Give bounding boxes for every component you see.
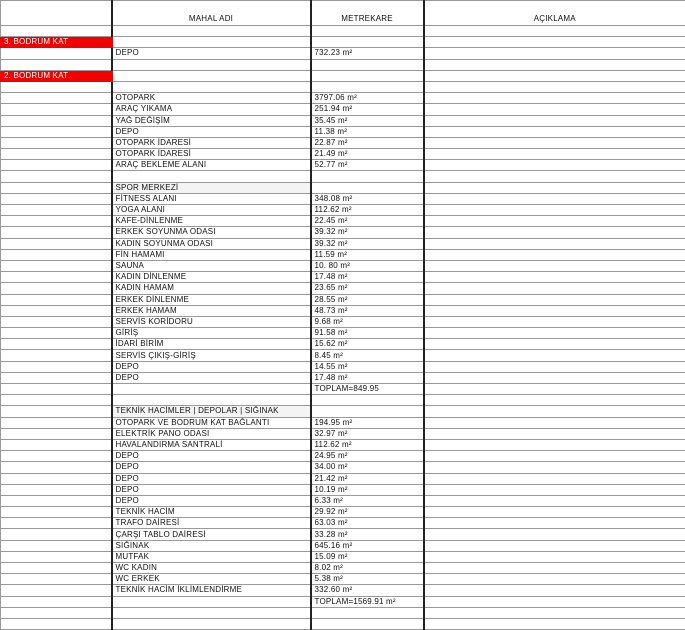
floor-cell (1, 249, 112, 260)
table-row (1, 607, 685, 618)
table-row (1, 227, 685, 238)
aciklama-cell (424, 249, 685, 260)
floor-cell (1, 540, 112, 551)
floor-cell (1, 428, 112, 439)
table-row (1, 585, 685, 596)
mahal-name: MUTFAK (112, 551, 311, 562)
mahal-name: SIĞINAK (112, 540, 311, 551)
mahal-name (112, 607, 311, 618)
mahal-name (112, 70, 311, 81)
area-value: 48.73 m² (311, 305, 424, 316)
floor-cell (1, 551, 112, 562)
table-row (1, 149, 685, 160)
table-row (1, 372, 685, 383)
mahal-name: OTOPARK (112, 93, 311, 104)
mahal-name: TRAFO DAİRESİ (112, 518, 311, 529)
aciklama-cell (424, 563, 685, 574)
aciklama-cell (424, 417, 685, 428)
mahal-name: DEPO (112, 495, 311, 506)
aciklama-cell (424, 540, 685, 551)
table-row (1, 137, 685, 148)
floor-cell (1, 171, 112, 182)
table-body (1, 26, 685, 630)
section-total: TOPLAM=849.95 (311, 384, 424, 395)
aciklama-cell (424, 37, 685, 48)
floor-cell (1, 260, 112, 271)
mahal-name: ELEKTRİK PANO ODASI (112, 428, 311, 439)
area-value: 22.87 m² (311, 137, 424, 148)
aciklama-cell (424, 585, 685, 596)
table-row (1, 115, 685, 126)
mahal-name: ÇARŞI TABLO DAİRESİ (112, 529, 311, 540)
floor-cell (1, 574, 112, 585)
floor-cell (1, 495, 112, 506)
floor-cell (1, 596, 112, 607)
floor-label: 3. BODRUM KAT (1, 37, 112, 48)
section-total: TOPLAM=1569.91 m² (311, 596, 424, 607)
area-value (311, 70, 424, 81)
floor-cell (1, 507, 112, 518)
aciklama-cell (424, 305, 685, 316)
aciklama-cell (424, 328, 685, 339)
table-row (1, 193, 685, 204)
floor-cell (1, 137, 112, 148)
mahal-name: YAĞ DEĞİŞİM (112, 115, 311, 126)
area-value: 11.59 m² (311, 249, 424, 260)
header-aciklama: AÇIKLAMA (424, 1, 685, 26)
area-value (311, 37, 424, 48)
floor-cell (1, 473, 112, 484)
header-floor-cell (1, 1, 112, 26)
area-value: 348.08 m² (311, 193, 424, 204)
area-value: 10. 80 m² (311, 260, 424, 271)
area-value (311, 607, 424, 618)
mahal-name: TEKNİK HACİM (112, 507, 311, 518)
area-value (311, 395, 424, 406)
mahal-name: KADIN HAMAM (112, 283, 311, 294)
floor-cell (1, 104, 112, 115)
aciklama-cell (424, 115, 685, 126)
aciklama-cell (424, 618, 685, 629)
floor-cell (1, 328, 112, 339)
table-row (1, 205, 685, 216)
table-row (1, 316, 685, 327)
floor-cell (1, 305, 112, 316)
area-value (311, 81, 424, 92)
table-row (1, 59, 685, 70)
mahal-name: FİTNESS ALANI (112, 193, 311, 204)
mahal-name: DEPO (112, 473, 311, 484)
area-value: 9.68 m² (311, 316, 424, 327)
area-value (311, 618, 424, 629)
mahal-name (112, 618, 311, 629)
floor-cell (1, 339, 112, 350)
area-value: 112.62 m² (311, 439, 424, 450)
area-value: 8.45 m² (311, 350, 424, 361)
table-row (1, 260, 685, 271)
aciklama-cell (424, 48, 685, 59)
area-value: 39.32 m² (311, 227, 424, 238)
table-row (1, 395, 685, 406)
aciklama-cell (424, 260, 685, 271)
area-value: 332.60 m² (311, 585, 424, 596)
table-row (1, 462, 685, 473)
area-value: 14.55 m² (311, 361, 424, 372)
floor-label: 2. BODRUM KAT (1, 70, 112, 81)
floor-cell (1, 193, 112, 204)
aciklama-cell (424, 339, 685, 350)
area-value: 33.28 m² (311, 529, 424, 540)
area-value (311, 171, 424, 182)
table-row (1, 37, 685, 48)
area-value: 732.23 m² (311, 48, 424, 59)
mahal-name (112, 81, 311, 92)
table-row (1, 249, 685, 260)
aciklama-cell (424, 227, 685, 238)
area-value: 15.62 m² (311, 339, 424, 350)
mahal-name: SERVİS ÇIKIŞ-GİRİŞ (112, 350, 311, 361)
table-row (1, 406, 685, 417)
floor-cell (1, 350, 112, 361)
aciklama-cell (424, 473, 685, 484)
aciklama-cell (424, 182, 685, 193)
aciklama-cell (424, 451, 685, 462)
table-row (1, 361, 685, 372)
area-value: 10.19 m² (311, 484, 424, 495)
aciklama-cell (424, 518, 685, 529)
floor-cell (1, 384, 112, 395)
aciklama-cell (424, 149, 685, 160)
mahal-name: KAFE-DİNLENME (112, 216, 311, 227)
area-value: 52.77 m² (311, 160, 424, 171)
floor-cell (1, 93, 112, 104)
floor-cell (1, 607, 112, 618)
area-value: 32.97 m² (311, 428, 424, 439)
table-row (1, 294, 685, 305)
aciklama-cell (424, 406, 685, 417)
area-value (311, 59, 424, 70)
mahal-name: ERKEK DİNLENME (112, 294, 311, 305)
table-row (1, 328, 685, 339)
aciklama-cell (424, 272, 685, 283)
mahal-name: GİRİŞ (112, 328, 311, 339)
aciklama-cell (424, 93, 685, 104)
table-row (1, 160, 685, 171)
floor-cell (1, 585, 112, 596)
area-value: 11.38 m² (311, 126, 424, 137)
area-value: 5.38 m² (311, 574, 424, 585)
mahal-name: İDARİ BİRİM (112, 339, 311, 350)
area-value: 15.09 m² (311, 551, 424, 562)
mahal-name: YOGA ALANI (112, 205, 311, 216)
aciklama-cell (424, 484, 685, 495)
floor-cell (1, 361, 112, 372)
table-row (1, 48, 685, 59)
floor-cell (1, 283, 112, 294)
aciklama-cell (424, 574, 685, 585)
aciklama-cell (424, 126, 685, 137)
mahal-name: DEPO (112, 361, 311, 372)
floor-cell (1, 48, 112, 59)
aciklama-cell (424, 551, 685, 562)
aciklama-cell (424, 205, 685, 216)
aciklama-cell (424, 171, 685, 182)
floor-cell (1, 417, 112, 428)
table-row (1, 484, 685, 495)
aciklama-cell (424, 59, 685, 70)
floor-cell (1, 439, 112, 450)
table-row (1, 384, 685, 395)
area-value (311, 182, 424, 193)
aciklama-cell (424, 529, 685, 540)
mahal-name: ERKEK SOYUNMA ODASI (112, 227, 311, 238)
area-value: 63.03 m² (311, 518, 424, 529)
mahal-name: OTOPARK İDARESİ (112, 149, 311, 160)
table-row (1, 81, 685, 92)
table-row (1, 216, 685, 227)
aciklama-cell (424, 384, 685, 395)
floor-cell (1, 238, 112, 249)
table-row (1, 182, 685, 193)
floor-cell (1, 462, 112, 473)
table-row (1, 473, 685, 484)
table-row (1, 283, 685, 294)
mahal-name (112, 171, 311, 182)
table-row (1, 540, 685, 551)
table-row (1, 417, 685, 428)
table-row (1, 574, 685, 585)
floor-cell (1, 406, 112, 417)
area-value (311, 26, 424, 37)
table-row (1, 26, 685, 37)
floor-cell (1, 59, 112, 70)
floor-cell (1, 81, 112, 92)
floor-cell (1, 316, 112, 327)
table-row (1, 126, 685, 137)
mahal-name: OTOPARK VE BODRUM KAT BAĞLANTI (112, 417, 311, 428)
aciklama-cell (424, 160, 685, 171)
mahal-name (112, 596, 311, 607)
area-value: 112.62 m² (311, 205, 424, 216)
area-value: 22.45 m² (311, 216, 424, 227)
mahal-name: DEPO (112, 484, 311, 495)
aciklama-cell (424, 361, 685, 372)
aciklama-cell (424, 596, 685, 607)
table-row (1, 518, 685, 529)
table-row (1, 563, 685, 574)
mahal-name: KADIN SOYUNMA ODASI (112, 238, 311, 249)
aciklama-cell (424, 607, 685, 618)
header-row (1, 1, 685, 26)
mahal-name: ARAÇ BEKLEME ALANI (112, 160, 311, 171)
aciklama-cell (424, 238, 685, 249)
mahal-name: SERVİS KORİDORU (112, 316, 311, 327)
floor-cell (1, 227, 112, 238)
floor-cell (1, 618, 112, 629)
area-value: 645.16 m² (311, 540, 424, 551)
table-row (1, 439, 685, 450)
area-value (311, 406, 424, 417)
section-title: TEKNİK HACİMLER | DEPOLAR | SIĞINAK (112, 406, 311, 417)
area-value: 39.32 m² (311, 238, 424, 249)
mahal-name (112, 59, 311, 70)
mahal-name: FİN HAMAMI (112, 249, 311, 260)
aciklama-cell (424, 70, 685, 81)
area-value: 21.49 m² (311, 149, 424, 160)
aciklama-cell (424, 104, 685, 115)
area-value: 251.94 m² (311, 104, 424, 115)
area-value: 24.95 m² (311, 451, 424, 462)
aciklama-cell (424, 395, 685, 406)
floor-cell (1, 395, 112, 406)
area-value: 28.55 m² (311, 294, 424, 305)
floor-cell (1, 115, 112, 126)
aciklama-cell (424, 495, 685, 506)
aciklama-cell (424, 462, 685, 473)
aciklama-cell (424, 294, 685, 305)
table-row (1, 551, 685, 562)
area-value: 8.02 m² (311, 563, 424, 574)
area-value: 6.33 m² (311, 495, 424, 506)
aciklama-cell (424, 193, 685, 204)
table-row (1, 495, 685, 506)
table-row (1, 529, 685, 540)
floor-cell (1, 126, 112, 137)
floor-cell (1, 563, 112, 574)
area-value: 194.95 m² (311, 417, 424, 428)
area-value: 21.42 m² (311, 473, 424, 484)
table-row (1, 305, 685, 316)
area-value: 17.48 m² (311, 272, 424, 283)
table-row (1, 618, 685, 629)
aciklama-cell (424, 372, 685, 383)
floor-cell (1, 518, 112, 529)
table-row (1, 93, 685, 104)
table-row (1, 238, 685, 249)
floor-cell (1, 160, 112, 171)
floor-cell (1, 529, 112, 540)
table-row (1, 339, 685, 350)
table-row (1, 507, 685, 518)
area-value: 91.58 m² (311, 328, 424, 339)
floor-cell (1, 272, 112, 283)
floor-cell (1, 149, 112, 160)
mahal-name: DEPO (112, 451, 311, 462)
aciklama-cell (424, 216, 685, 227)
aciklama-cell (424, 428, 685, 439)
floor-cell (1, 216, 112, 227)
mahal-name: WC KADIN (112, 563, 311, 574)
mahal-name: WC ERKEK (112, 574, 311, 585)
area-value: 23.65 m² (311, 283, 424, 294)
aciklama-cell (424, 507, 685, 518)
table-row (1, 428, 685, 439)
aciklama-cell (424, 350, 685, 361)
mahal-name: KADIN DİNLENME (112, 272, 311, 283)
mahal-name: OTOPARK İDARESİ (112, 137, 311, 148)
aciklama-cell (424, 137, 685, 148)
floor-cell (1, 26, 112, 37)
aciklama-cell (424, 283, 685, 294)
table-row (1, 171, 685, 182)
table-row (1, 451, 685, 462)
floor-cell (1, 182, 112, 193)
floor-cell (1, 205, 112, 216)
mahal-name (112, 26, 311, 37)
area-value: 3797.06 m² (311, 93, 424, 104)
area-value: 17.48 m² (311, 372, 424, 383)
mahal-name: HAVALANDIRMA SANTRALİ (112, 439, 311, 450)
mahal-name: DEPO (112, 372, 311, 383)
mahal-name: TEKNİK HACİM İKLİMLENDİRME (112, 585, 311, 596)
mahal-name: ERKEK HAMAM (112, 305, 311, 316)
mahal-name (112, 37, 311, 48)
table-row (1, 104, 685, 115)
area-value: 34.00 m² (311, 462, 424, 473)
mahal-name: SAUNA (112, 260, 311, 271)
floor-cell (1, 484, 112, 495)
aciklama-cell (424, 439, 685, 450)
table-row (1, 70, 685, 81)
floor-cell (1, 451, 112, 462)
aciklama-cell (424, 26, 685, 37)
area-value: 35.45 m² (311, 115, 424, 126)
floor-cell (1, 372, 112, 383)
table-row (1, 350, 685, 361)
header-mahal-adi: MAHAL ADI (112, 1, 311, 26)
table-row (1, 272, 685, 283)
section-title: SPOR MERKEZİ (112, 182, 311, 193)
floor-cell (1, 294, 112, 305)
mahal-name: DEPO (112, 462, 311, 473)
aciklama-cell (424, 81, 685, 92)
mahal-name (112, 395, 311, 406)
header-metrekare: METREKARE (311, 1, 424, 26)
area-value: 29.92 m² (311, 507, 424, 518)
mahal-name: ARAÇ YIKAMA (112, 104, 311, 115)
aciklama-cell (424, 316, 685, 327)
mahal-name: DEPO (112, 126, 311, 137)
mahal-name: DEPO (112, 48, 311, 59)
table-row (1, 596, 685, 607)
mahal-name (112, 384, 311, 395)
